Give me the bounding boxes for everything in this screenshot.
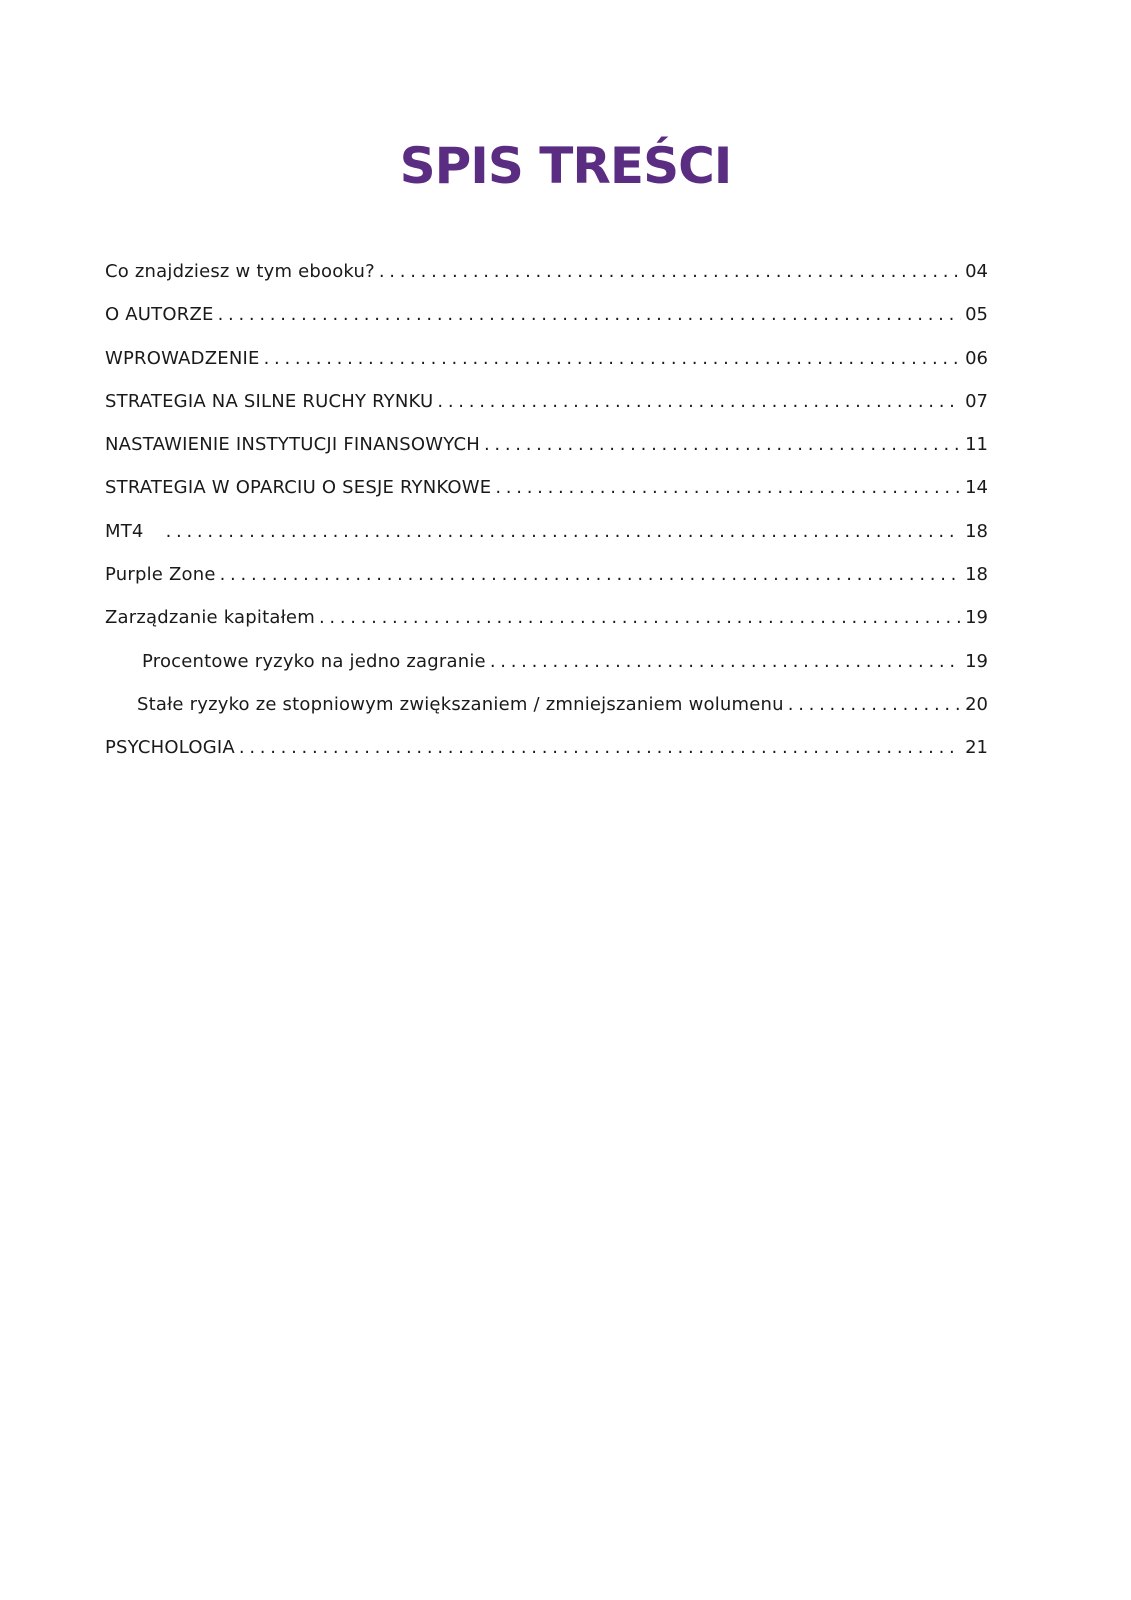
- toc-entry-page-number: 18: [965, 564, 988, 586]
- table-of-contents: [105, 259, 988, 779]
- toc-entry[interactable]: [105, 475, 988, 518]
- toc-entry[interactable]: [105, 302, 988, 345]
- toc-entry[interactable]: [105, 432, 988, 475]
- toc-entry[interactable]: [105, 692, 988, 735]
- toc-entry-label: Purple Zone: [105, 564, 216, 586]
- toc-entry[interactable]: [105, 605, 988, 648]
- toc-entry-label: WPROWADZENIE: [105, 347, 260, 369]
- dot-leader: [490, 649, 961, 675]
- toc-entry-label: Stałe ryzyko ze stopniowym zwiększaniem / zmniejszaniem wolumenu: [137, 693, 784, 715]
- dot-leader: [319, 605, 961, 631]
- toc-entry-label: MT4: [105, 520, 144, 542]
- toc-entry-page-number: 19: [965, 650, 988, 672]
- dot-leader: [218, 302, 962, 328]
- toc-entry-label: STRATEGIA NA SILNE RUCHY RYNKU: [105, 390, 434, 412]
- toc-entry-page-number: 14: [965, 477, 988, 499]
- toc-entry[interactable]: [105, 346, 988, 389]
- dot-leader: [220, 562, 961, 588]
- dot-leader: [239, 735, 961, 761]
- dot-leader: [484, 432, 961, 458]
- toc-entry-label: PSYCHOLOGIA: [105, 737, 235, 759]
- dot-leader: [166, 519, 962, 545]
- toc-entry[interactable]: [105, 562, 988, 605]
- dot-leader: [788, 692, 961, 718]
- toc-entry-label: Co znajdziesz w tym ebooku?: [105, 261, 375, 282]
- dot-leader: [379, 259, 961, 285]
- toc-entry-page-number: 06: [965, 347, 988, 369]
- toc-entry-page-number: 11: [965, 434, 988, 456]
- toc-entry[interactable]: [105, 649, 988, 692]
- dot-leader: [264, 346, 962, 372]
- toc-entry[interactable]: [105, 389, 988, 432]
- toc-entry-label: Zarządzanie kapitałem: [105, 607, 315, 629]
- toc-entry-page-number: 20: [965, 693, 988, 715]
- toc-entry-label: O AUTORZE: [105, 304, 214, 326]
- toc-entry-label: STRATEGIA W OPARCIU O SESJE RYNKOWE: [105, 477, 492, 499]
- dot-leader: [437, 389, 961, 415]
- toc-entry[interactable]: [105, 259, 988, 302]
- toc-entry-page-number: 07: [965, 390, 988, 412]
- toc-entry-page-number: 04: [965, 261, 988, 282]
- toc-entry[interactable]: [105, 735, 988, 778]
- toc-entry[interactable]: [105, 519, 988, 562]
- toc-entry-label: Procentowe ryzyko na jedno zagranie: [142, 650, 486, 672]
- toc-entry-label: NASTAWIENIE INSTYTUCJI FINANSOWYCH: [105, 434, 480, 456]
- dot-leader: [495, 475, 961, 501]
- toc-entry-page-number: 19: [965, 607, 988, 629]
- toc-entry-page-number: 05: [965, 304, 988, 326]
- page-title: SPIS TREŚCI: [399, 137, 732, 195]
- toc-entry-page-number: 18: [965, 520, 988, 542]
- toc-entry-page-number: 21: [965, 737, 988, 759]
